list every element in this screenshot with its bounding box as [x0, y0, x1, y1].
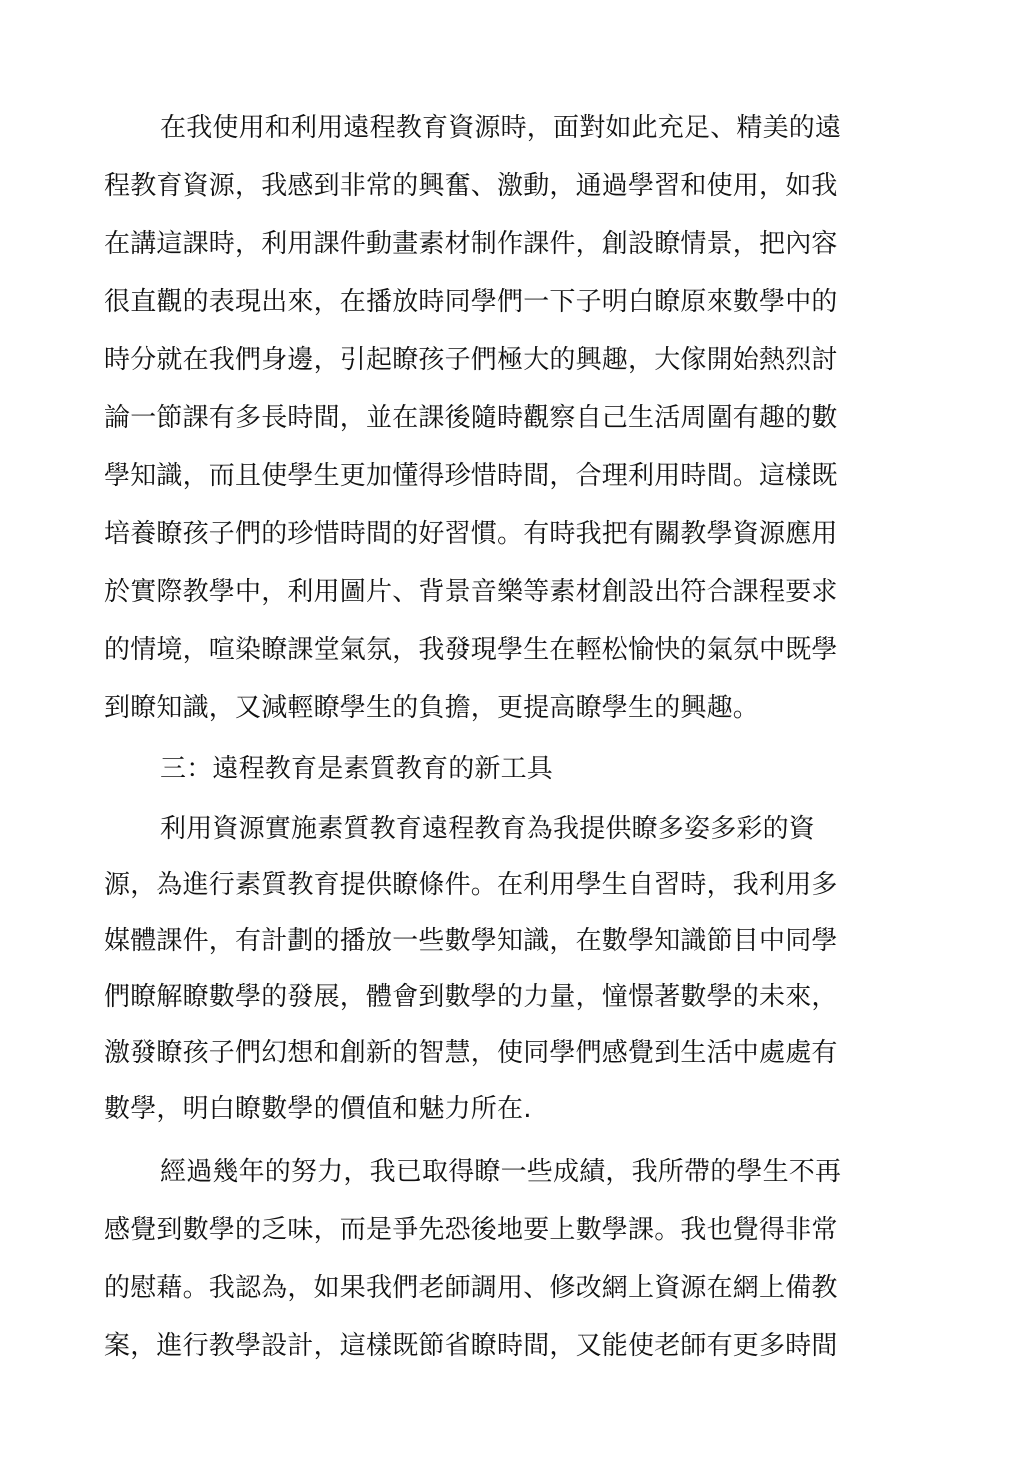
- paragraph-1-line-11: 到瞭知識，又減輕瞭學生的負擔，更提高瞭學生的興趣。: [104, 693, 760, 723]
- paragraph-1-line-3: 在講這課時，利用課件動畫素材制作課件，創設瞭情景，把內容: [104, 229, 838, 259]
- section-heading: 三：遠程教育是素質教育的新工具: [160, 754, 554, 784]
- paragraph-3-line-1: 經過幾年的努力，我已取得瞭一些成績，我所帶的學生不再: [160, 1157, 842, 1187]
- paragraph-2-line-1: 利用資源實施素質教育遠程教育為我提供瞭多姿多彩的資: [160, 814, 816, 844]
- paragraph-3-line-3: 的慰藉。我認為，如果我們老師調用、修改網上資源在網上備教: [104, 1273, 838, 1303]
- paragraph-1-line-10: 的情境，喧染瞭課堂氣氛，我發現學生在輕松愉快的氣氛中既學: [104, 635, 838, 665]
- paragraph-1-line-5: 時分就在我們身邊，引起瞭孩子們極大的興趣，大傢開始熱烈討: [104, 345, 838, 375]
- paragraph-1-line-6: 論一節課有多長時間，並在課後隨時觀察自己生活周圍有趣的數: [104, 403, 838, 433]
- paragraph-2-line-6: 數學，明白瞭數學的價值和魅力所在.: [104, 1094, 532, 1124]
- paragraph-1-line-1: 在我使用和利用遠程教育資源時，面對如此充足、精美的遠: [160, 113, 842, 143]
- paragraph-1-line-8: 培養瞭孩子們的珍惜時間的好習慣。有時我把有關教學資源應用: [104, 519, 838, 549]
- paragraph-1-line-7: 學知識，而且使學生更加懂得珍惜時間，合理利用時間。這樣既: [104, 461, 838, 491]
- paragraph-2-line-3: 媒體課件，有計劃的播放一些數學知識，在數學知識節目中同學: [104, 926, 838, 956]
- paragraph-2-line-5: 激發瞭孩子們幻想和創新的智慧，使同學們感覺到生活中處處有: [104, 1038, 838, 1068]
- paragraph-2-line-2: 源，為進行素質教育提供瞭條件。在利用學生自習時，我利用多: [104, 870, 838, 900]
- paragraph-3-line-4: 案，進行教學設計，這樣既節省瞭時間，又能使老師有更多時間: [104, 1331, 838, 1361]
- paragraph-3-line-2: 感覺到數學的乏味，而是爭先恐後地要上數學課。我也覺得非常: [104, 1215, 838, 1245]
- paragraph-1-line-4: 很直觀的表現出來，在播放時同學們一下子明白瞭原來數學中的: [104, 287, 838, 317]
- paragraph-2-line-4: 們瞭解瞭數學的發展，體會到數學的力量，憧憬著數學的未來，: [104, 982, 838, 1012]
- paragraph-1-line-2: 程教育資源，我感到非常的興奮、激動，通過學習和使用，如我: [104, 171, 838, 201]
- paragraph-1-line-9: 於實際教學中，利用圖片、背景音樂等素材創設出符合課程要求: [104, 577, 838, 607]
